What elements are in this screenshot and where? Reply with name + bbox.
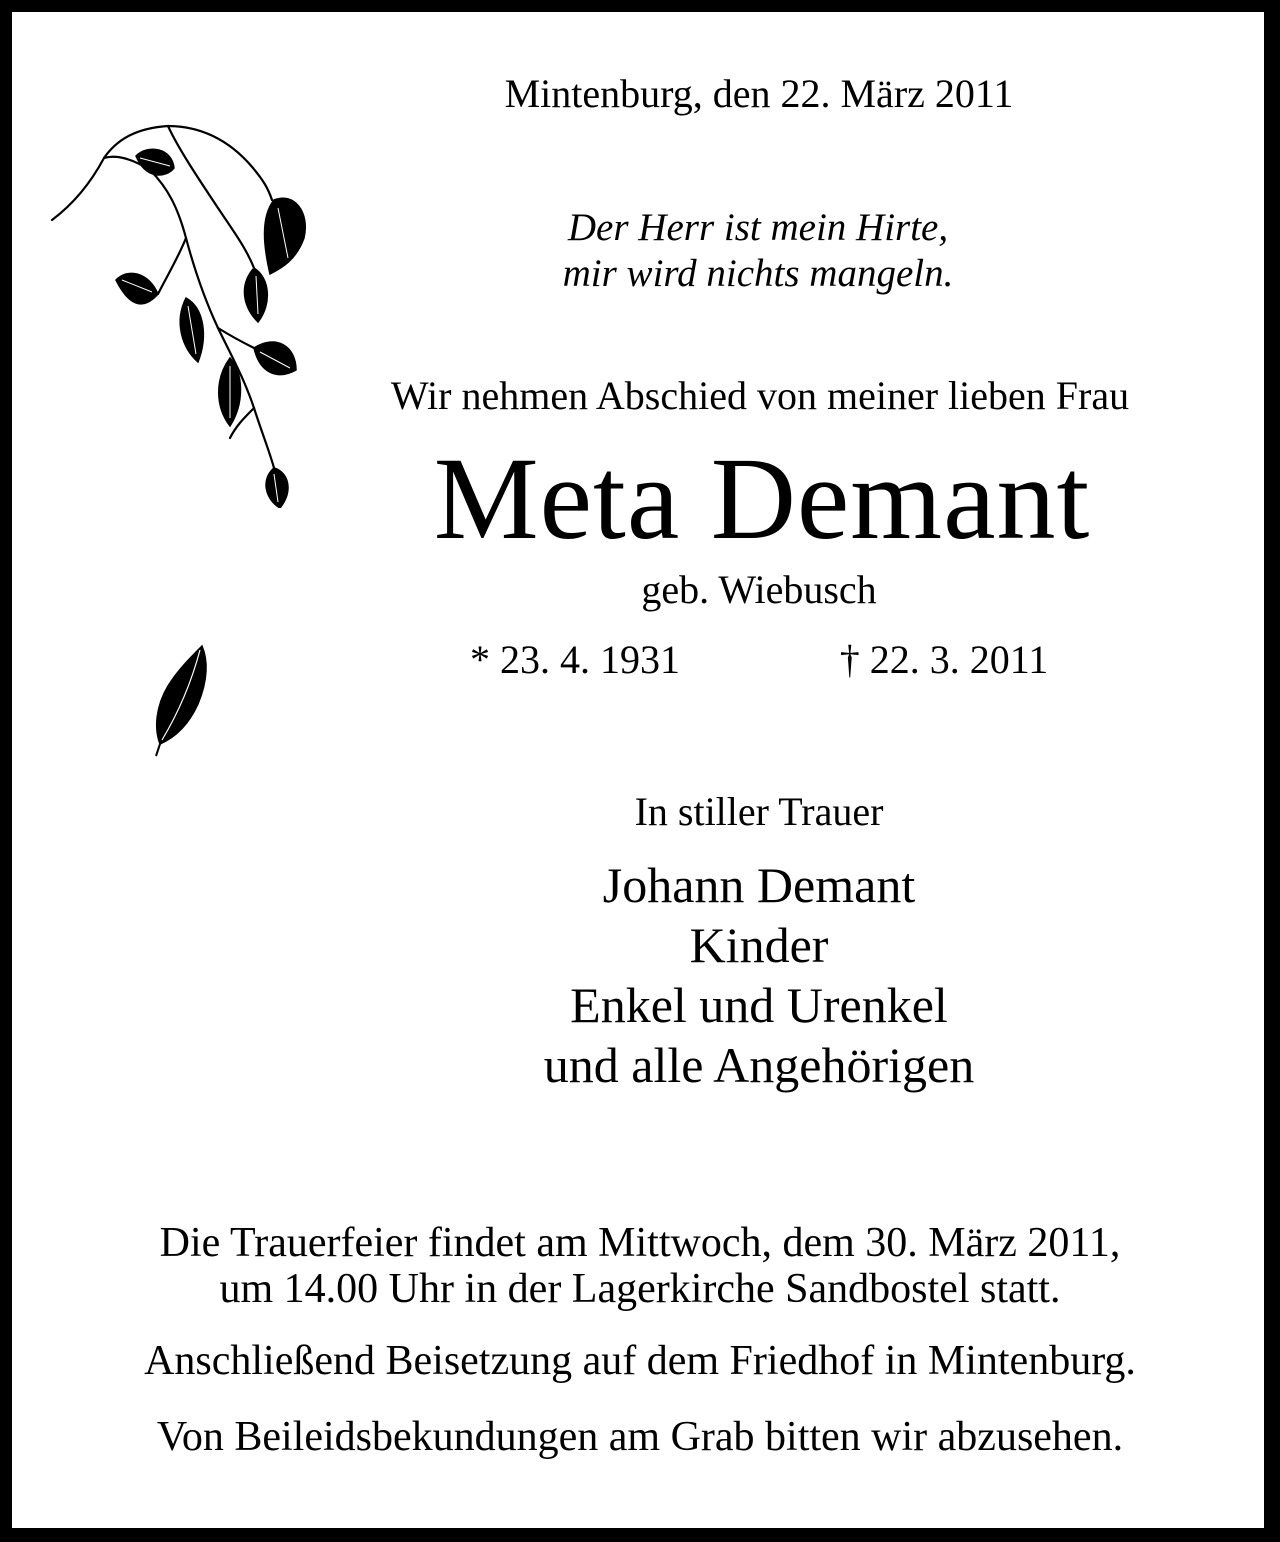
- funeral-info-line: um 14.00 Uhr in der Lagerkirche Sandbostel statt.: [219, 1266, 1061, 1312]
- obituary-notice: [12, 12, 1264, 1528]
- leaf-icon: [146, 640, 226, 760]
- mourner-name: Enkel und Urenkel: [570, 977, 948, 1033]
- birth-date: * 23. 4. 1931: [470, 637, 680, 682]
- condolence-note: Von Beileidsbekundungen am Grab bitten wir abzusehen.: [156, 1414, 1124, 1460]
- mourner-name: Kinder: [689, 917, 829, 973]
- maiden-name: geb. Wiebusch: [641, 567, 877, 612]
- death-date: † 22. 3. 2011: [839, 637, 1049, 682]
- burial-info-line: Anschließend Beisetzung auf dem Friedhof in Mintenburg.: [144, 1338, 1136, 1384]
- funeral-info-line: Die Trauerfeier findet am Mittwoch, dem 30. März 2011,: [159, 1220, 1121, 1266]
- deceased-name: Meta Demant: [433, 433, 1091, 564]
- bible-verse-line: mir wird nichts mangeln.: [562, 252, 954, 295]
- farewell-intro: Wir nehmen Abschied von meiner lieben Frau: [390, 373, 1130, 418]
- mourner-name: Johann Demant: [602, 857, 916, 913]
- bible-verse-line: Der Herr ist mein Hirte,: [567, 206, 949, 249]
- mourning-label: In stiller Trauer: [634, 789, 884, 834]
- birch-branch-icon: [48, 108, 318, 508]
- mourner-name: und alle Angehörigen: [543, 1037, 975, 1093]
- place-date: Mintenburg, den 22. März 2011: [504, 71, 1014, 116]
